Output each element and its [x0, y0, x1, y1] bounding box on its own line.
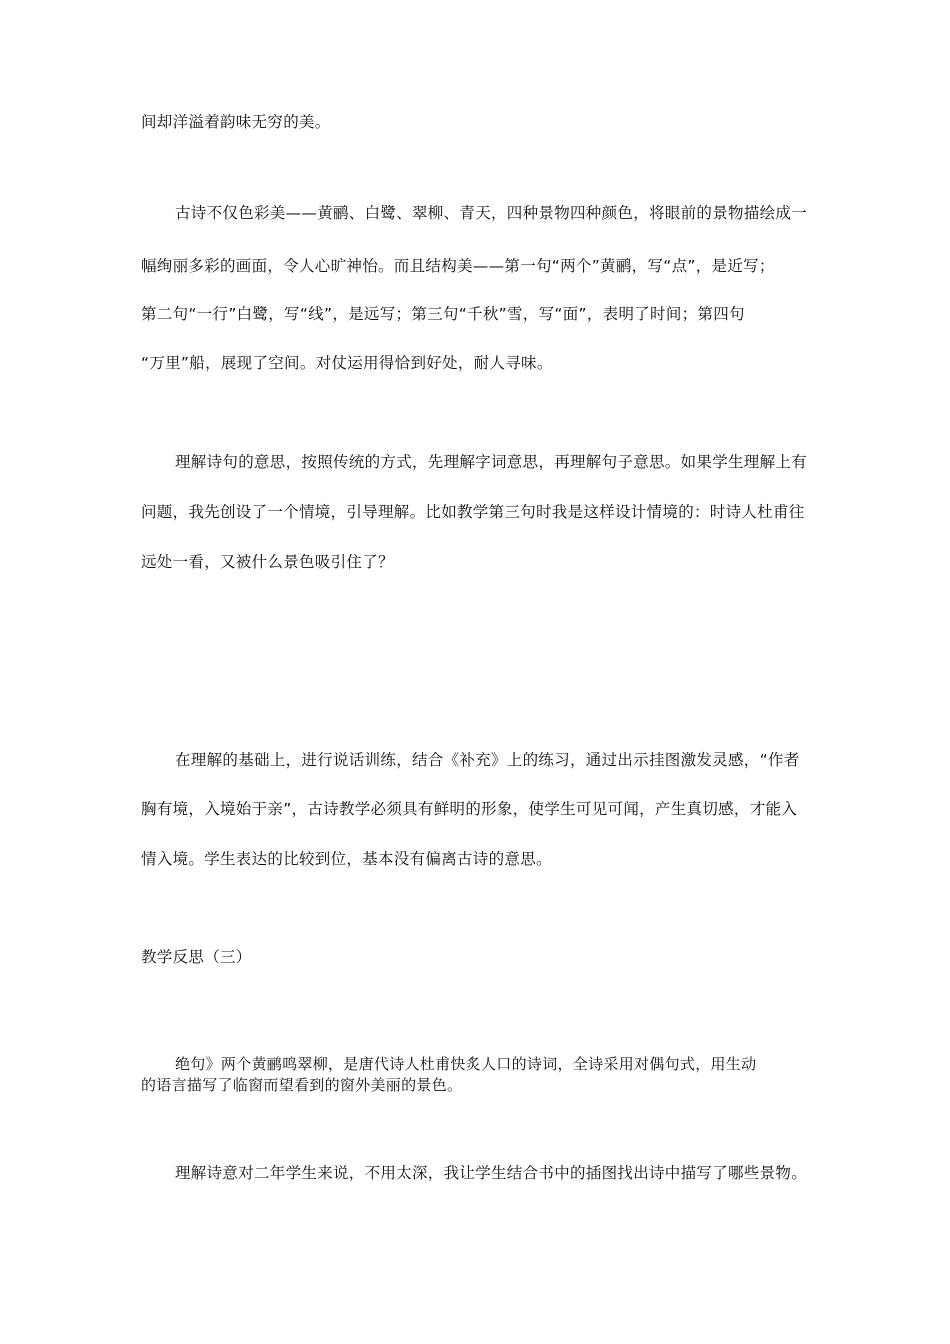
paragraph-line: 第二句“一行”白鹭，写“线”，是远写；第三句“千秋”雪，写“面”，表明了时间；第四句 [141, 305, 745, 323]
paragraph-line: 理解诗句的意思，按照传统的方式，先理解字词意思，再理解句子意思。如果学生理解上有 [175, 453, 808, 471]
paragraph-line: 胸有境，入境始于亲”，古诗教学必须具有鲜明的形象，使学生可见可闻，产生真切感，才能入 [141, 800, 798, 818]
paragraph-line: 的语言描写了临窗而望看到的窗外美丽的景色。 [141, 1076, 463, 1094]
paragraph-line: 间却洋溢着韵味无穷的美。 [141, 113, 331, 131]
paragraph-line: 在理解的基础上，进行说话训练，结合《补充》上的练习，通过出示挂图激发灵感，“作者 [175, 751, 800, 769]
paragraph-line: 情入境。学生表达的比较到位，基本没有偏离古诗的意思。 [141, 850, 552, 868]
paragraph-line: 绝句》两个黄鹂鸣翠柳，是唐代诗人杜甫快炙人口的诗词，全诗采用对偶句式，用生动 [175, 1055, 757, 1073]
paragraph-line: 古诗不仅色彩美——黄鹂、白鹭、翠柳、青天，四种景物四种颜色，将眼前的景物描绘成一 [175, 204, 808, 222]
paragraph-line: “万里”船，展现了空间。对仗运用得恰到好处，耐人寻味。 [141, 354, 553, 372]
paragraph-line: 问题，我先创设了一个情境，引导理解。比如教学第三句时我是这样设计情境的：时诗人杜甫往 [141, 503, 805, 521]
paragraph-line: 远处一看，又被什么景色吸引住了？ [141, 553, 394, 571]
paragraph-line: 幅绚丽多彩的画面，令人心旷神怡。而且结构美——第一句“两个”黄鹂，写“点”，是近写； [141, 257, 775, 275]
section-heading: 教学反思（三） [141, 948, 252, 966]
paragraph-line: 理解诗意对二年学生来说，不用太深，我让学生结合书中的插图找出诗中描写了哪些景物。 [175, 1164, 808, 1182]
